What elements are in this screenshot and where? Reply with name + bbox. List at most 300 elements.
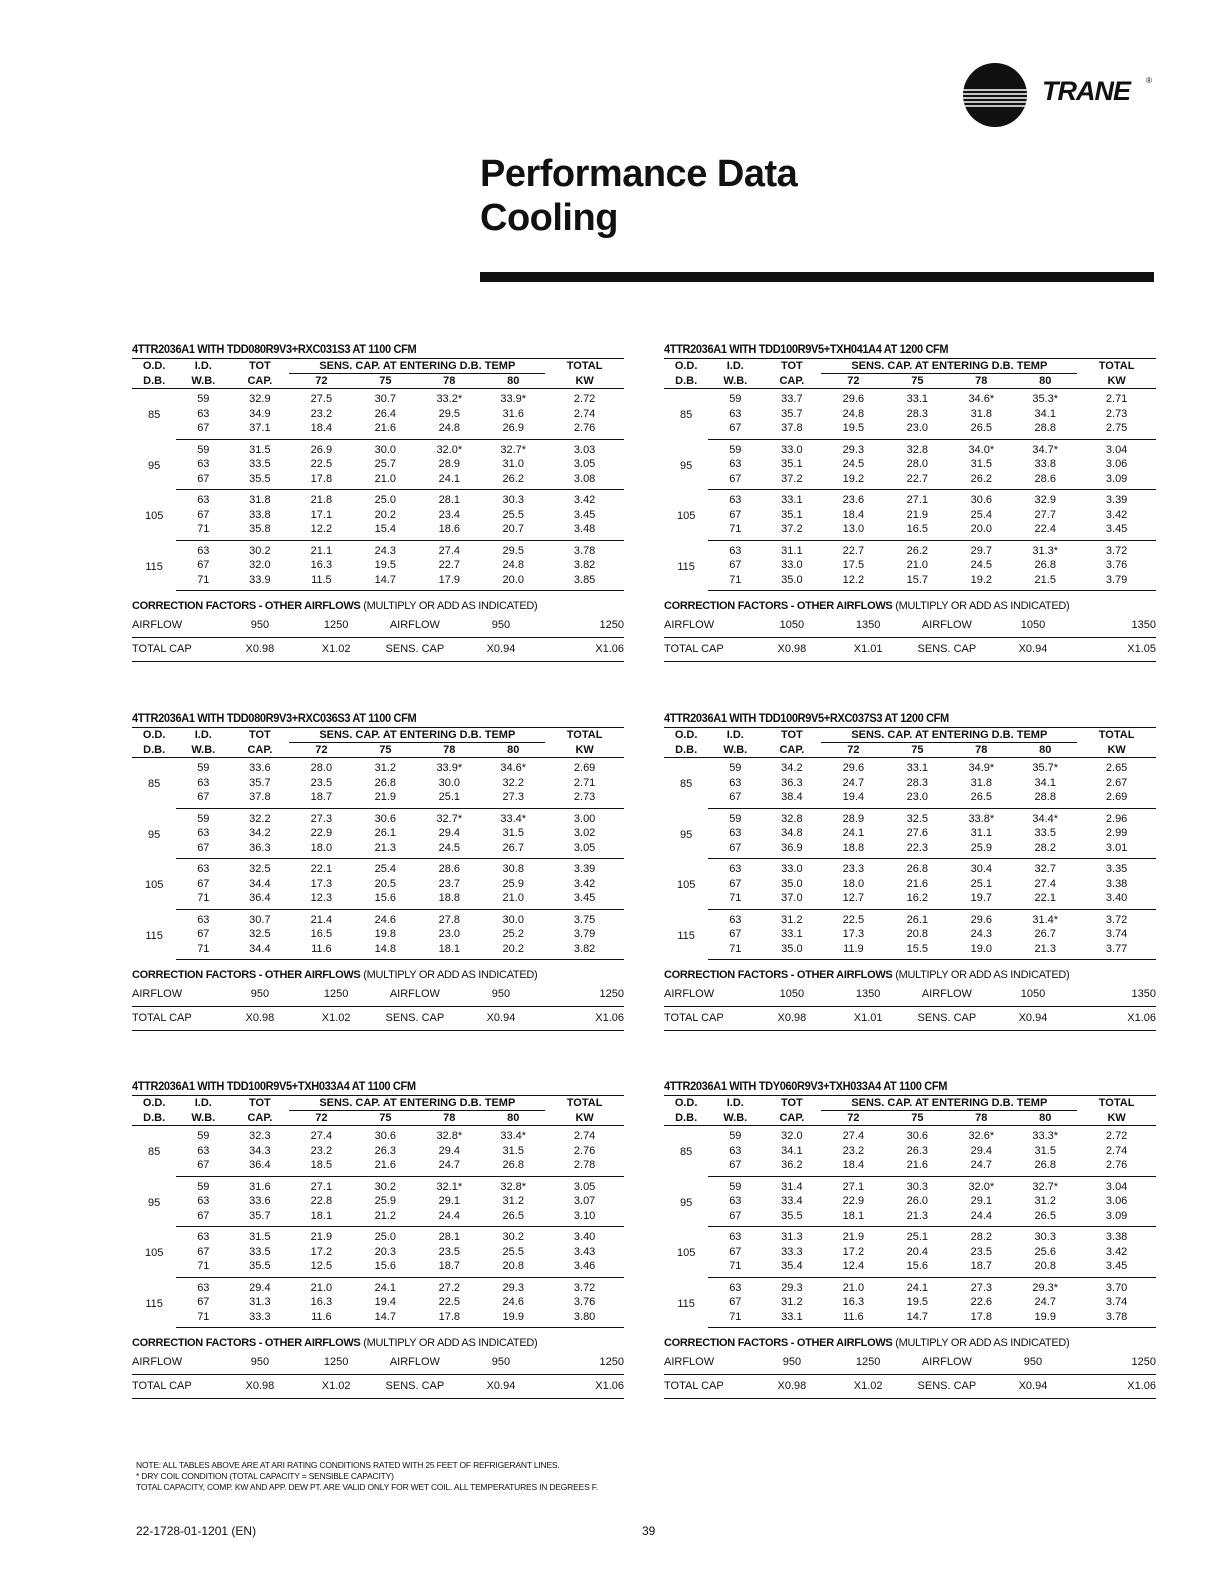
table-cell: 30.2: [249, 544, 271, 557]
factor-value: X1.06: [545, 1375, 624, 1399]
table-cell: 23.2: [310, 1144, 333, 1157]
table-cell: 24.7: [1034, 1296, 1056, 1308]
table-cell: 26.1: [906, 913, 929, 926]
table-row: [664, 808, 1156, 826]
brand-name: TRANE: [1042, 76, 1130, 106]
airflow-value: 950: [457, 983, 546, 1007]
header-temp-80: 80: [1013, 374, 1077, 389]
table-cell: 33.4*: [500, 812, 527, 825]
airflow-label: AIRFLOW: [905, 614, 989, 638]
table-cell: 26.8: [481, 1158, 545, 1176]
table-cell: 32.7*: [500, 443, 527, 456]
table-cell: 12.3: [289, 891, 353, 909]
table-cell: 63: [729, 913, 742, 926]
factor-row: [132, 1375, 624, 1399]
table-cell: 27.1: [842, 1180, 865, 1193]
table-cell: 24.8: [502, 559, 524, 571]
table-row: [664, 1144, 1156, 1159]
airflow-value: 950: [221, 614, 300, 638]
header-kw: KW: [545, 374, 624, 389]
table-cell: 33.1: [762, 1310, 821, 1328]
table-cell: 31.3*: [1032, 544, 1059, 557]
table-cell: 21.2: [353, 1209, 417, 1227]
correction-subtitle: (MULTIPLY OR ADD AS INDICATED): [363, 1337, 538, 1349]
table-cell: 34.3: [249, 1144, 271, 1157]
table-cell: 33.5: [249, 1245, 271, 1258]
table-cell: 24.8: [417, 421, 481, 439]
table-cell: 19.2: [949, 573, 1013, 591]
table-cell: 25.5: [502, 1245, 524, 1258]
table-cell: 3.42: [573, 494, 596, 506]
table-cell: 26.4: [374, 407, 397, 420]
performance-table-block: [132, 709, 624, 1031]
od-db-cell: 105: [144, 510, 164, 522]
table-cell: 3.04: [1105, 443, 1128, 456]
correction-title: [132, 1335, 624, 1351]
table-cell: 3.06: [1105, 458, 1128, 470]
table-cell: 63: [729, 407, 742, 420]
table-cell: 33.9: [230, 573, 289, 591]
table-cell: 21.6: [885, 1158, 949, 1176]
table-row: [132, 1158, 624, 1176]
table-cell: 15.5: [885, 942, 949, 960]
table-cell: 21.4: [310, 913, 333, 926]
table-cell: 3.76: [1105, 559, 1128, 571]
table-cell: 23.6: [842, 494, 865, 506]
table-cell: 20.5: [374, 877, 397, 890]
table-cell: 34.1: [781, 1144, 803, 1157]
od-group: [664, 808, 1156, 859]
registered-mark: ®: [1146, 76, 1152, 85]
table-cell: 23.2: [310, 407, 333, 420]
table-cell: 3.07: [573, 1195, 596, 1207]
correction-subtitle: (MULTIPLY OR ADD AS INDICATED): [895, 969, 1070, 981]
od-group: [664, 1227, 1156, 1278]
table-cell: 32.9: [1034, 494, 1056, 506]
table-cell: 3.40: [1077, 891, 1156, 909]
correction-title-text: CORRECTION FACTORS - OTHER AIRFLOWS: [132, 1337, 361, 1349]
table-cell: 3.82: [545, 942, 624, 960]
table-row: [132, 1126, 624, 1144]
table-cell: 18.4: [289, 421, 353, 439]
table-cell: 29.3: [502, 1281, 524, 1294]
table-cell: 3.10: [545, 1209, 624, 1227]
performance-table: [132, 1095, 624, 1328]
table-cell: 33.2*: [436, 393, 463, 405]
table-cell: 19.5: [906, 1296, 929, 1308]
table-cell: 19.7: [949, 891, 1013, 909]
header-tot: TOT: [762, 728, 821, 743]
table-cell: 29.7: [970, 544, 992, 557]
table-cell: 20.4: [906, 1245, 929, 1258]
table-row: [132, 439, 624, 457]
table-cell: 29.3: [781, 1281, 803, 1294]
table-cell: 24.6: [502, 1296, 524, 1308]
table-cell: 32.7*: [436, 812, 463, 825]
table-cell: 67: [708, 1209, 762, 1227]
table-row: [132, 758, 624, 776]
table-cell: 17.3: [310, 877, 333, 890]
table-cell: 25.5: [502, 508, 524, 521]
table-cell: 22.8: [310, 1195, 333, 1207]
table-row: [664, 1227, 1156, 1245]
table-row: [132, 776, 624, 791]
table-cell: 59: [197, 393, 210, 405]
table-row: [132, 909, 624, 927]
table-cell: 3.45: [1077, 1259, 1156, 1277]
table-cell: 28.3: [906, 776, 929, 789]
factor-value: X0.98: [221, 638, 300, 662]
table-cell: 30.2: [502, 1231, 524, 1243]
table-cell: 21.1: [310, 544, 333, 557]
table-cell: 26.0: [906, 1195, 929, 1207]
od-db-cell: 85: [148, 778, 161, 791]
table-row: [132, 457, 624, 472]
table-cell: 34.1: [1034, 407, 1056, 420]
airflow-value: 1250: [1077, 1351, 1156, 1375]
airflow-label: AIRFLOW: [373, 614, 457, 638]
table-row: [664, 826, 1156, 841]
table-cell: 3.45: [545, 891, 624, 909]
table-cell: 14.7: [885, 1310, 949, 1328]
table-cell: 35.3*: [1032, 393, 1059, 405]
od-group: [132, 758, 624, 809]
table-cell: 21.9: [353, 790, 417, 808]
table-cell: 22.9: [842, 1195, 865, 1207]
table-cell: 32.2: [249, 812, 271, 825]
table-cell: 27.4: [842, 1130, 865, 1142]
table-cell: 12.2: [289, 522, 353, 540]
table-cell: 29.4: [438, 827, 460, 839]
table-cell: 30.0: [438, 776, 460, 789]
performance-table: [664, 727, 1156, 960]
factor-value: X0.98: [221, 1375, 300, 1399]
table-cell: 3.46: [545, 1259, 624, 1277]
table-cell: 59: [729, 762, 742, 774]
header-temp-72: 72: [289, 374, 353, 389]
table-cell: 28.0: [310, 762, 333, 774]
table-row: [664, 573, 1156, 591]
table-cell: 18.0: [289, 841, 353, 859]
table-cell: 33.6: [249, 762, 271, 774]
table-cell: 63: [729, 1195, 742, 1207]
table-cell: 35.7: [781, 407, 803, 420]
table-cell: 63: [197, 913, 210, 926]
table-row: [132, 490, 624, 508]
table-cell: 33.1: [906, 393, 929, 405]
table-cell: 35.5: [762, 1209, 821, 1227]
table-cell: 71: [176, 1259, 230, 1277]
table-cell: 3.05: [573, 458, 596, 470]
table-cell: 28.2: [1013, 841, 1077, 859]
table-cell: 15.6: [353, 1259, 417, 1277]
table-cell: 15.6: [353, 891, 417, 909]
table-cell: 63: [729, 544, 742, 557]
table-cell: 32.8: [906, 443, 929, 456]
table-cell: 36.3: [230, 841, 289, 859]
table-cell: 19.4: [374, 1296, 397, 1308]
table-cell: 27.4: [310, 1130, 333, 1142]
table-cell: 71: [176, 522, 230, 540]
table-cell: 33.8: [249, 508, 271, 521]
table-cell: 29.6: [842, 393, 865, 405]
table-cell: 21.9: [310, 1231, 333, 1243]
header-id: I.D.: [708, 1096, 762, 1111]
table-cell: 2.74: [573, 407, 596, 420]
table-cell: 63: [197, 1195, 210, 1207]
header-cap: CAP.: [230, 1111, 289, 1126]
table-cell: 32.8: [781, 812, 803, 825]
table-cell: 67: [176, 790, 230, 808]
table-cell: 71: [708, 1310, 762, 1328]
table-cell: 31.0: [502, 458, 524, 470]
header-cap: CAP.: [230, 374, 289, 389]
table-cell: 34.0*: [968, 443, 995, 456]
table-cell: 3.76: [573, 1296, 596, 1308]
table-cell: 33.1: [906, 762, 929, 774]
correction-title: [664, 598, 1156, 614]
table-cell: 3.85: [545, 573, 624, 591]
od-group: [132, 1227, 624, 1278]
airflow-value: 1350: [1077, 614, 1156, 638]
note-line: TOTAL CAPACITY, COMP. KW AND APP. DEW PT. ARE VALID ONLY FOR WET COIL. ALL TEMPERATURES IN DEGREES F.: [136, 1482, 598, 1492]
header-wb: W.B.: [708, 743, 762, 758]
od-db-cell: 105: [144, 1247, 164, 1259]
table-cell: 35.5: [230, 1259, 289, 1277]
header-cap: CAP.: [762, 743, 821, 758]
table-cell: 2.74: [573, 1130, 596, 1142]
table-cell: 17.8: [289, 472, 353, 490]
table-cell: 63: [197, 827, 210, 839]
header-kw: KW: [1077, 1111, 1156, 1126]
airflow-label: AIRFLOW: [905, 983, 989, 1007]
table-cell: 32.8*: [500, 1180, 527, 1193]
table-cell: 29.3: [842, 443, 865, 456]
table-cell: 27.3: [970, 1281, 992, 1294]
table-cell: 25.0: [374, 494, 397, 506]
factor-value: X0.98: [753, 638, 832, 662]
od-db-cell: 105: [676, 879, 696, 891]
table-cell: 17.8: [949, 1310, 1013, 1328]
table-cell: 3.78: [573, 544, 596, 557]
header-id: I.D.: [708, 359, 762, 374]
table-cell: 67: [729, 1245, 742, 1258]
header-temp-72: 72: [821, 743, 885, 758]
table-cell: 24.1: [842, 827, 865, 839]
od-group: [132, 859, 624, 910]
sens-cap-label: SENS. CAP: [373, 638, 457, 662]
sens-cap-label: SENS. CAP: [905, 1007, 989, 1031]
table-cell: 12.7: [821, 891, 885, 909]
table-cell: 26.1: [374, 827, 397, 839]
table-cell: 31.2: [374, 762, 397, 774]
table-row: [664, 421, 1156, 439]
table-cell: 25.2: [502, 928, 524, 940]
table-cell: 35.4: [762, 1259, 821, 1277]
table-row: [664, 942, 1156, 960]
performance-table: [132, 358, 624, 591]
table-cell: 36.4: [230, 1158, 289, 1176]
table-cell: 29.5: [502, 544, 524, 557]
airflow-value: 950: [221, 1351, 300, 1375]
table-cell: 18.1: [289, 1209, 353, 1227]
table-cell: 16.5: [310, 928, 333, 940]
table-cell: 2.67: [1105, 776, 1128, 789]
table-cell: 31.5: [970, 458, 992, 470]
document-id: 22-1728-01-1201 (EN): [136, 1524, 257, 1538]
table-cell: 37.0: [762, 891, 821, 909]
table-cell: 30.7: [249, 913, 271, 926]
table-cell: 30.6: [970, 494, 992, 506]
sens-cap-label: SENS. CAP: [373, 1375, 457, 1399]
factor-value: X0.94: [989, 1007, 1078, 1031]
table-cell: 15.7: [885, 573, 949, 591]
table-cell: 34.4: [249, 877, 271, 890]
header-total: TOTAL: [545, 728, 624, 743]
table-cell: 31.5: [249, 443, 271, 456]
factor-value: X0.98: [753, 1007, 832, 1031]
table-title: 4TTR2036A1 WITH TDD080R9V3+RXC031S3 AT 1100 CFM: [132, 342, 417, 356]
table-cell: 24.5: [970, 559, 992, 571]
table-cell: 29.4: [249, 1281, 271, 1294]
table-cell: 30.6: [374, 812, 397, 825]
table-row: [132, 1310, 624, 1328]
od-group: [132, 389, 624, 440]
table-cell: 26.5: [949, 790, 1013, 808]
table-row: [664, 927, 1156, 942]
table-cell: 2.99: [1105, 827, 1128, 839]
table-cell: 26.9: [310, 443, 333, 456]
od-group: [664, 439, 1156, 490]
od-db-cell: 105: [676, 510, 696, 522]
table-cell: 3.04: [1105, 1180, 1128, 1193]
correction-subtitle: (MULTIPLY OR ADD AS INDICATED): [895, 1337, 1070, 1349]
header-od: O.D.: [664, 728, 708, 743]
table-cell: 29.6: [842, 762, 865, 774]
table-cell: 29.4: [438, 1144, 460, 1157]
table-cell: 63: [197, 494, 210, 506]
header-tot: TOT: [230, 728, 289, 743]
airflow-value: 950: [753, 1351, 832, 1375]
header-db: D.B.: [664, 743, 708, 758]
table-cell: 24.5: [417, 841, 481, 859]
table-cell: 63: [197, 1231, 210, 1243]
title-line-2: Cooling: [480, 197, 618, 239]
table-cell: 18.4: [842, 508, 865, 521]
table-cell: 3.40: [573, 1231, 596, 1243]
airflow-value: 950: [457, 614, 546, 638]
table-cell: 33.0: [781, 443, 803, 456]
table-cell: 33.6: [249, 1195, 271, 1207]
table-cell: 35.0: [781, 877, 803, 890]
table-cell: 13.0: [821, 522, 885, 540]
table-cell: 33.3*: [1032, 1130, 1059, 1142]
table-cell: 2.65: [1105, 762, 1128, 774]
table-cell: 21.3: [885, 1209, 949, 1227]
table-row: [664, 1176, 1156, 1194]
table-cell: 21.0: [310, 1281, 333, 1294]
table-cell: 11.6: [289, 942, 353, 960]
header-wb: W.B.: [708, 1111, 762, 1126]
table-cell: 28.0: [906, 458, 929, 470]
table-cell: 36.2: [762, 1158, 821, 1176]
header-od: O.D.: [664, 359, 708, 374]
factor-row: [132, 1007, 624, 1031]
header-total: TOTAL: [1077, 728, 1156, 743]
table-cell: 2.74: [1105, 1144, 1128, 1157]
trane-logo: [960, 60, 1180, 130]
table-cell: 67: [197, 1245, 210, 1258]
title-rule: [480, 272, 1154, 282]
table-cell: 67: [708, 841, 762, 859]
table-cell: 30.3: [502, 494, 524, 506]
table-row: [664, 439, 1156, 457]
od-db-cell: 115: [145, 1297, 163, 1310]
table-row: [664, 1245, 1156, 1260]
od-db-cell: 85: [148, 1146, 161, 1159]
factor-value: X0.94: [989, 1375, 1078, 1399]
total-cap-label: TOTAL CAP: [132, 1007, 221, 1031]
od-group: [132, 540, 624, 591]
table-cell: 30.2: [374, 1180, 397, 1193]
table-cell: 59: [197, 1130, 210, 1142]
header-temp-75: 75: [885, 1111, 949, 1126]
table-cell: 33.4: [781, 1195, 803, 1207]
factor-value: X1.02: [299, 1007, 373, 1031]
od-group: [664, 1277, 1156, 1328]
table-cell: 38.4: [762, 790, 821, 808]
table-cell: 37.8: [762, 421, 821, 439]
table-cell: 23.5: [310, 776, 333, 789]
table-title: 4TTR2036A1 WITH TDD100R9V5+TXH041A4 AT 1200 CFM: [664, 342, 949, 356]
note-line: NOTE: ALL TABLES ABOVE ARE AT ARI RATING CONDITIONS RATED WITH 25 FEET OF REFRIGERANT LINES.: [136, 1460, 560, 1470]
table-row: [132, 1295, 624, 1310]
table-cell: 21.6: [353, 421, 417, 439]
table-cell: 67: [729, 928, 742, 940]
table-cell: 33.0: [781, 559, 803, 571]
correction-title-text: CORRECTION FACTORS - OTHER AIRFLOWS: [664, 969, 893, 981]
factor-value: X1.06: [1077, 1007, 1156, 1031]
table-cell: 21.0: [353, 472, 417, 490]
table-cell: 27.4: [1034, 877, 1056, 890]
table-cell: 34.1: [1034, 776, 1056, 789]
total-cap-label: TOTAL CAP: [132, 638, 221, 662]
total-cap-label: TOTAL CAP: [664, 1007, 753, 1031]
table-cell: 31.8: [970, 776, 992, 789]
header-temp-72: 72: [821, 1111, 885, 1126]
table-cell: 71: [176, 942, 230, 960]
table-cell: 22.5: [842, 913, 865, 926]
table-cell: 24.7: [842, 776, 865, 789]
factor-value: X0.94: [457, 638, 546, 662]
table-cell: 67: [197, 928, 210, 940]
airflow-value: 1250: [545, 983, 624, 1007]
airflow-row: [664, 983, 1156, 1007]
table-cell: 32.5: [906, 812, 929, 825]
correction-table: [664, 1351, 1156, 1399]
table-cell: 15.4: [353, 522, 417, 540]
table-cell: 2.73: [1105, 407, 1128, 420]
table-cell: 24.1: [374, 1281, 397, 1294]
table-cell: 30.0: [502, 913, 524, 926]
table-cell: 24.3: [374, 544, 397, 557]
header-od: O.D.: [664, 1096, 708, 1111]
correction-title-text: CORRECTION FACTORS - OTHER AIRFLOWS: [664, 600, 893, 612]
table-row: [132, 1176, 624, 1194]
table-cell: 23.7: [438, 877, 460, 890]
table-cell: 30.3: [1034, 1231, 1056, 1243]
table-cell: 32.2: [502, 776, 524, 789]
